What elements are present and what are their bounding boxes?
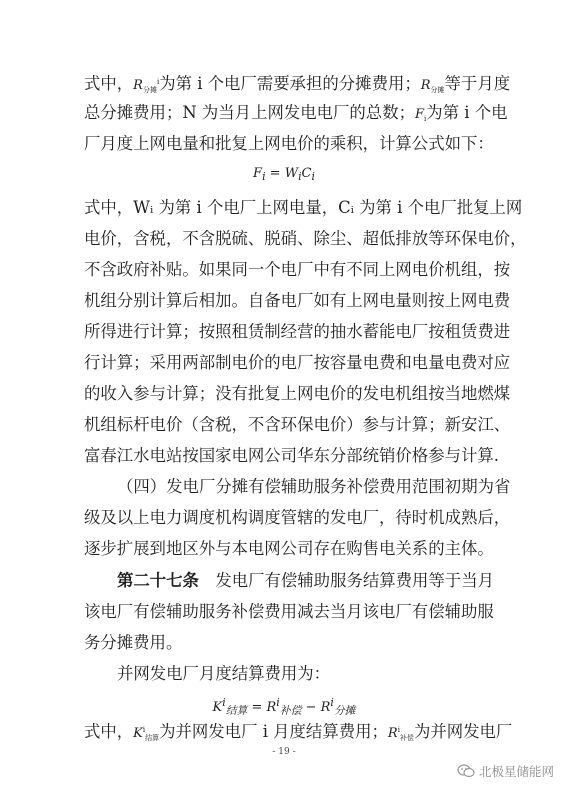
article-heading: 第二十七条 [117, 571, 199, 590]
text-line: 的收入参与计算；没有批复上网电价的发电机组按当地燃煤 [84, 384, 511, 403]
text-line: 该电厂有偿辅助服务补偿费用减去当月该电厂有偿辅助服 [84, 602, 494, 621]
text-line: 机组分别计算后相加。自备电厂如有上网电量则按上网电费 [84, 291, 511, 310]
text-line: 式中，$R_{分摊}^i$为第 i 个电厂需要承担的分摊费用；$R_{分摊}$等于月度 [84, 74, 511, 94]
text-line: 逐步扩展到地区外与本电网公司存在购售电关系的主体。 [84, 539, 494, 558]
text-line: 厂月度上网电量和批复上网电价的乘积，计算公式如下： [84, 134, 494, 153]
text-line: 并网发电厂月度结算费用为： [117, 664, 331, 683]
watermark [457, 762, 554, 780]
text-line: 第二十七条 发电厂有偿辅助服务结算费用等于当月 [117, 571, 494, 590]
text-line: 总分摊费用；N 为当月上网发电电厂的总数；$F_i$为第 i 个电 [84, 103, 508, 123]
text-line: 式中，Wᵢ 为第 i 个电厂上网电量，Cᵢ 为第 i 个电厂批复上网 [84, 198, 523, 217]
page-number: - 19 - [272, 747, 296, 757]
text-line: 富春江水电站按国家电网公司华东分部统销价格参与计算. [84, 446, 499, 465]
text-line: （四）发电厂分摊有偿辅助服务补偿费用范围初期为省 [117, 477, 511, 496]
formula-power-price: $F_i = W_iC_i$ [253, 166, 315, 183]
text-line: 级及以上电力调度机构调度管辖的发电厂，待时机成熟后， [84, 508, 511, 527]
text-line: 电价，含税，不含脱硫、脱硝、除尘、超低排放等环保电价， [84, 229, 527, 248]
formula-settlement: $K^i_{结算} = R^i_{补偿} - R^i_{分摊}$ [212, 696, 356, 717]
text-line: 务分摊费用。 [84, 633, 183, 652]
text-line: 式中，$K^i_{结算}$为并网发电厂 i 月度结算费用；$R^i_{补偿}$为并网发电厂 [84, 722, 513, 742]
wechat-icon [457, 764, 475, 778]
text-line: 机组标杆电价（含税，不含环保电价）参与计算；新安江、 [84, 415, 511, 434]
watermark-text: 北极星储能网 [478, 764, 554, 779]
text-line: 不含政府补贴。如果同一个电厂中有不同上网电价机组，按 [84, 260, 511, 279]
text-line: 行计算；采用两部制电价的电厂按容量电费和电量电费对应 [84, 353, 511, 372]
text-line: 所得进行计算；按照租赁制经营的抽水蓄能电厂按租赁费进 [84, 322, 511, 341]
